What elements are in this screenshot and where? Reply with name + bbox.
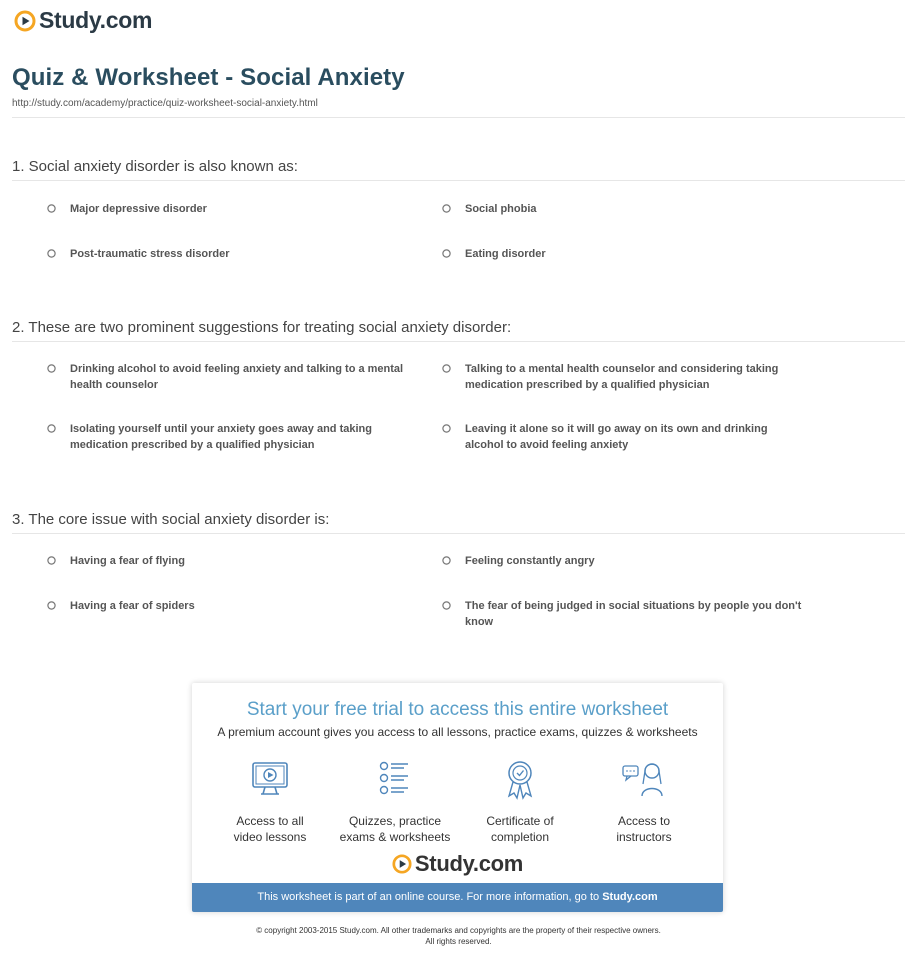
answer-label: Social phobia	[465, 203, 537, 215]
answer-label: Eating disorder	[465, 248, 546, 260]
divider	[12, 117, 905, 118]
answer-option[interactable]	[47, 361, 407, 393]
radio-icon[interactable]	[47, 204, 56, 213]
answer-label: Feeling constantly angry	[465, 555, 595, 567]
instructor-icon	[620, 758, 668, 800]
answer-label: Having a fear of spiders	[70, 600, 195, 612]
page-url: http://study.com/academy/practice/quiz-worksheet-social-anxiety.html	[12, 98, 318, 109]
answer-option[interactable]	[47, 553, 407, 569]
feature-label: Certificate of completion	[486, 814, 554, 844]
video-lesson-icon	[249, 758, 291, 800]
divider	[12, 341, 905, 342]
radio-icon[interactable]	[47, 364, 56, 373]
radio-icon[interactable]	[442, 249, 451, 258]
radio-icon[interactable]	[442, 601, 451, 610]
feature-label: Access to all video lessons	[233, 814, 307, 844]
premium-promo	[192, 683, 723, 912]
answer-label: Isolating yourself until your anxiety goes away and taking medication prescribed by a qualified physician	[70, 423, 372, 451]
answer-option[interactable]	[47, 201, 407, 217]
radio-icon[interactable]	[47, 424, 56, 433]
radio-icon[interactable]	[47, 556, 56, 565]
answer-label: The fear of being judged in social situations by people you don't know	[465, 600, 802, 628]
radio-icon[interactable]	[442, 424, 451, 433]
divider	[12, 180, 905, 181]
course-info-bar	[192, 883, 723, 912]
feature-instructors	[579, 758, 709, 845]
promo-study-logo[interactable]	[192, 851, 723, 877]
promo-subtitle: A premium account gives you access to all lessons, practice exams, quizzes & worksheets	[217, 725, 698, 739]
answer-label: Major depressive disorder	[70, 203, 207, 215]
feature-certificate	[455, 758, 585, 845]
answer-option[interactable]	[442, 246, 802, 262]
radio-icon[interactable]	[47, 249, 56, 258]
bar-text: This worksheet is part of an online course. For more information, go to	[257, 891, 600, 903]
radio-icon[interactable]	[442, 556, 451, 565]
radio-icon[interactable]	[442, 364, 451, 373]
answer-option[interactable]	[442, 421, 802, 453]
feature-label: Quizzes, practice exams & worksheets	[339, 814, 451, 844]
answer-option[interactable]	[442, 361, 802, 393]
copyright: © copyright 2003-2015 Study.com. All other trademarks and copyrights are the property of their respective owners. All rights reserved.	[256, 926, 661, 946]
logo-text: Study.com	[414, 851, 524, 876]
answer-option[interactable]	[47, 598, 407, 614]
logo-text: Study.com	[39, 7, 153, 33]
answer-option[interactable]	[47, 421, 407, 453]
answer-option[interactable]	[442, 553, 802, 569]
radio-icon[interactable]	[47, 601, 56, 610]
certificate-icon	[499, 758, 541, 800]
feature-quizzes	[330, 758, 460, 845]
feature-video-lessons	[205, 758, 335, 845]
question-1: 1. Social anxiety disorder is also known as:	[12, 158, 298, 175]
answer-option[interactable]	[442, 201, 802, 217]
page-title: Quiz & Worksheet - Social Anxiety	[12, 64, 405, 91]
study-link[interactable]: Study.com	[602, 891, 658, 903]
question-3: 3. The core issue with social anxiety disorder is:	[12, 511, 330, 528]
study-logo[interactable]	[14, 7, 152, 34]
question-2: 2. These are two prominent suggestions for treating social anxiety disorder:	[12, 319, 512, 336]
answer-label: Drinking alcohol to avoid feeling anxiety and talking to a mental health counselor	[70, 363, 404, 391]
promo-title[interactable]: Start your free trial to access this entire worksheet	[246, 699, 669, 720]
quiz-list-icon	[374, 758, 416, 800]
study-logo-icon	[14, 10, 36, 32]
answer-label: Talking to a mental health counselor and considering taking medication prescribed by a qualified physician	[465, 363, 779, 391]
answer-label: Leaving it alone so it will go away on its own and drinking alcohol to avoid feeling anxiety	[465, 423, 768, 451]
answer-label: Having a fear of flying	[70, 555, 185, 567]
answer-option[interactable]	[47, 246, 407, 262]
divider	[12, 533, 905, 534]
answer-label: Post-traumatic stress disorder	[70, 248, 230, 260]
study-logo-icon	[392, 854, 412, 874]
radio-icon[interactable]	[442, 204, 451, 213]
feature-label: Access to instructors	[616, 814, 672, 844]
answer-option[interactable]	[442, 598, 802, 630]
